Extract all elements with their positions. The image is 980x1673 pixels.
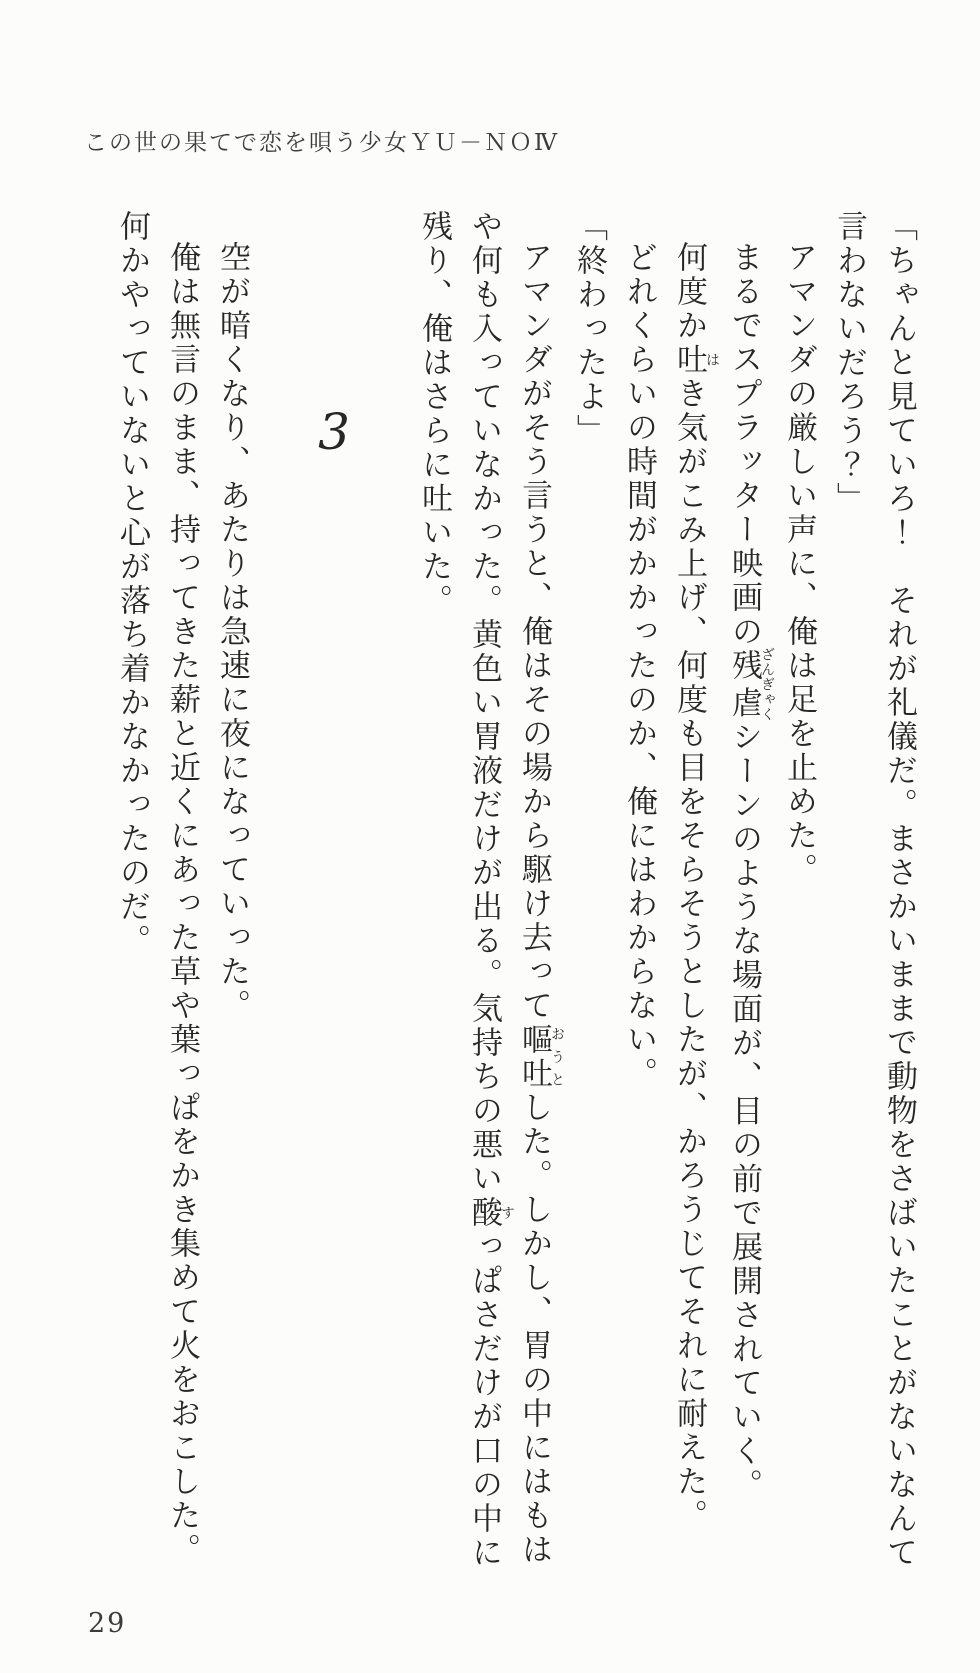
book-title: この世の果てで恋を唄う少女ＹＵ－ＮＯⅣ	[84, 130, 559, 156]
paragraph: まるでスプラッター映画の残虐ざんぎゃくシーンのような場面が、目の前で展開されていく。	[726, 241, 775, 1503]
section-number: 3	[305, 403, 363, 461]
paragraph: どれくらいの時間がかかったのか、俺にはわからない。	[621, 241, 657, 1091]
paragraph: 何度か吐はき気がこみ上げ、何度も目をそらそうとしたが、かろうじてそれに耐えた。	[671, 241, 720, 1533]
paragraph: アマンダがそう言うと、俺はその場から駆け去って嘔吐おうとした。しかし、胃の中にはもはや何も入っていなかった。黄色い胃液だけが出る。気持ちの悪い酸すっぱさだけが口の中に残り、俺はさらに吐いた。	[416, 210, 565, 1570]
ruby-annotation: 酸す	[466, 1196, 515, 1230]
paragraph: 空が暗くなり、あたりは急速に夜になっていった。	[214, 241, 250, 1023]
paragraph: 俺は無言のまま、持ってきた薪と近くにあった草や葉っぱをかき集めて火をおこした。何かやっていないと心が落ち着かなかったのだ。	[114, 210, 200, 1567]
page-number: 29	[88, 1608, 127, 1639]
paragraph: アマンダの厳しい声に、俺は足を止めた。	[781, 241, 817, 887]
main-text-block	[107, 210, 924, 1572]
ruby-annotation: 嘔吐おうと	[516, 1023, 565, 1091]
paragraph: 「ちゃんと見ていろ！ それが礼儀だ。まさかいままで動物をさばいたことがないなんて言わないだろう？」	[831, 210, 917, 1570]
ruby-annotation: 吐は	[671, 343, 720, 377]
ruby-annotation: 残虐ざんぎゃく	[726, 647, 775, 723]
running-header	[84, 124, 559, 157]
paragraph: 「終わったよ」	[571, 210, 607, 448]
